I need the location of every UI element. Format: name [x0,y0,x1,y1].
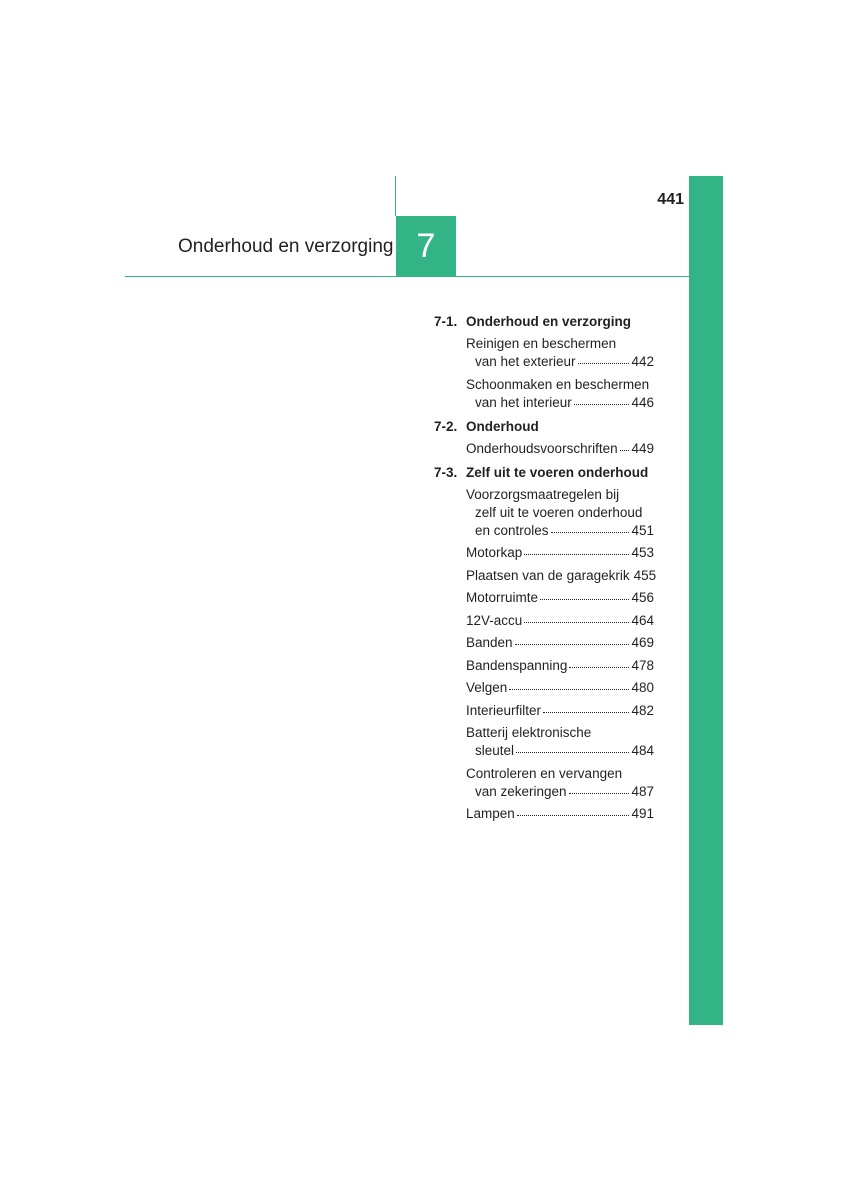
toc-entry-text: Onderhoudsvoorschriften [466,440,618,456]
dot-leader [515,643,630,645]
table-of-contents [434,313,657,829]
dot-leader [540,598,629,600]
toc-section-heading[interactable] [434,418,654,436]
toc-entry[interactable] [466,657,654,675]
toc-entry-line: Controleren en vervangen [466,765,623,781]
toc-entry-leader-line [466,440,654,458]
toc-section [434,418,654,458]
section-number: 7-3. [434,464,458,480]
section-title: Onderhoud [466,418,539,434]
toc-entry-page: 446 [631,394,654,410]
toc-entry-leader-line [466,589,654,607]
toc-entry-leader-line [466,567,657,585]
toc-entry[interactable] [466,589,654,607]
toc-entry[interactable] [466,634,654,652]
toc-section-heading[interactable] [434,313,654,331]
dot-leader [516,751,629,753]
toc-entry[interactable] [466,440,654,458]
toc-entry[interactable] [466,335,654,371]
toc-entry-leader-line [475,522,654,540]
header-vertical-rule [395,176,396,216]
toc-entry-page: 487 [631,783,654,799]
toc-entry-leader-line [475,394,654,412]
dot-leader [509,688,629,690]
toc-entry[interactable] [466,724,654,760]
toc-entry-page: 464 [631,612,654,628]
toc-entry[interactable] [466,679,654,697]
toc-entry[interactable] [466,765,654,801]
toc-entry-leader-line [475,353,654,371]
toc-entry-text: Interieurfilter [466,702,542,718]
toc-entry[interactable] [466,567,657,585]
dot-leader [574,403,630,405]
toc-entry[interactable] [466,376,654,412]
toc-entry-text: Lampen [466,806,515,821]
section-title: Onderhoud en verzorging [466,314,632,329]
toc-entry-page: 491 [631,806,654,821]
toc-entry-text: van het interieur [475,394,572,410]
toc-entry-page: 480 [631,680,654,695]
toc-section [434,313,654,412]
toc-entry-text: van het exterieur [475,354,576,369]
toc-entry-page: 449 [631,440,654,456]
toc-entry[interactable] [466,805,654,823]
toc-entry-text: Motorkap [466,545,523,560]
toc-entry[interactable] [466,486,654,540]
toc-entry-text: Velgen [466,680,508,695]
toc-entry-text: van zekeringen [475,783,567,799]
toc-entry-leader-line [466,612,654,630]
toc-entry-page: 469 [631,635,654,650]
header-horizontal-rule [125,276,689,277]
toc-entry-leader-line [466,702,654,720]
toc-entry-text: 12V-accu [466,612,523,628]
toc-entry[interactable] [466,702,654,720]
toc-entry-line: zelf uit te voeren onderhoud [475,504,643,520]
toc-entry-text: Plaatsen van de garagekrik [466,567,630,583]
dot-leader [569,792,630,794]
toc-entry-leader-line [466,679,654,697]
toc-entry-line: Schoonmaken en beschermen [466,376,650,392]
section-title: Zelf uit te voeren onderhoud [466,464,649,480]
toc-entry-line: Voorzorgsmaatregelen bij [466,486,620,502]
toc-entry-leader-line [466,544,654,562]
dot-leader [517,814,630,816]
section-number: 7-2. [434,418,458,434]
toc-section [434,464,657,824]
toc-entry-page: 478 [631,657,654,673]
dot-leader [524,621,629,623]
toc-entry-page: 456 [631,590,654,605]
toc-entry-page: 453 [631,545,654,560]
chapter-number-box: 7 [396,216,456,276]
toc-entry-text: sleutel [475,743,515,758]
section-number: 7-1. [434,314,458,329]
toc-entry-page: 451 [631,522,654,538]
toc-entry-leader-line [475,783,654,801]
toc-entry-line: Batterij elektronische [466,725,592,740]
toc-entry-page: 484 [631,743,654,758]
toc-entry-page: 455 [633,567,657,583]
toc-entry-text: en controles [475,522,549,538]
toc-section-heading[interactable] [434,464,654,482]
toc-entry[interactable] [466,544,654,562]
dot-leader [543,711,629,713]
chapter-side-tab [689,176,723,1025]
dot-leader [551,531,630,533]
dot-leader [524,553,629,555]
toc-entry-page: 482 [631,702,654,718]
toc-entry-text: Bandenspanning [466,657,568,673]
toc-entry-page: 442 [631,354,654,369]
toc-entry-text: Banden [466,635,513,650]
toc-entry-text: Motorruimte [466,590,539,605]
dot-leader [569,666,629,668]
toc-entry-leader-line [475,742,654,760]
dot-leader [578,362,630,364]
toc-entry-line: Reinigen en beschermen [466,336,617,351]
dot-leader [620,449,630,451]
toc-entry-leader-line [466,805,654,823]
page-number: 441 [657,191,684,208]
toc-entry-leader-line [466,634,654,652]
chapter-title: Onderhoud en verzorging [178,236,394,257]
toc-entry-leader-line [466,657,654,675]
toc-entry[interactable] [466,612,654,630]
